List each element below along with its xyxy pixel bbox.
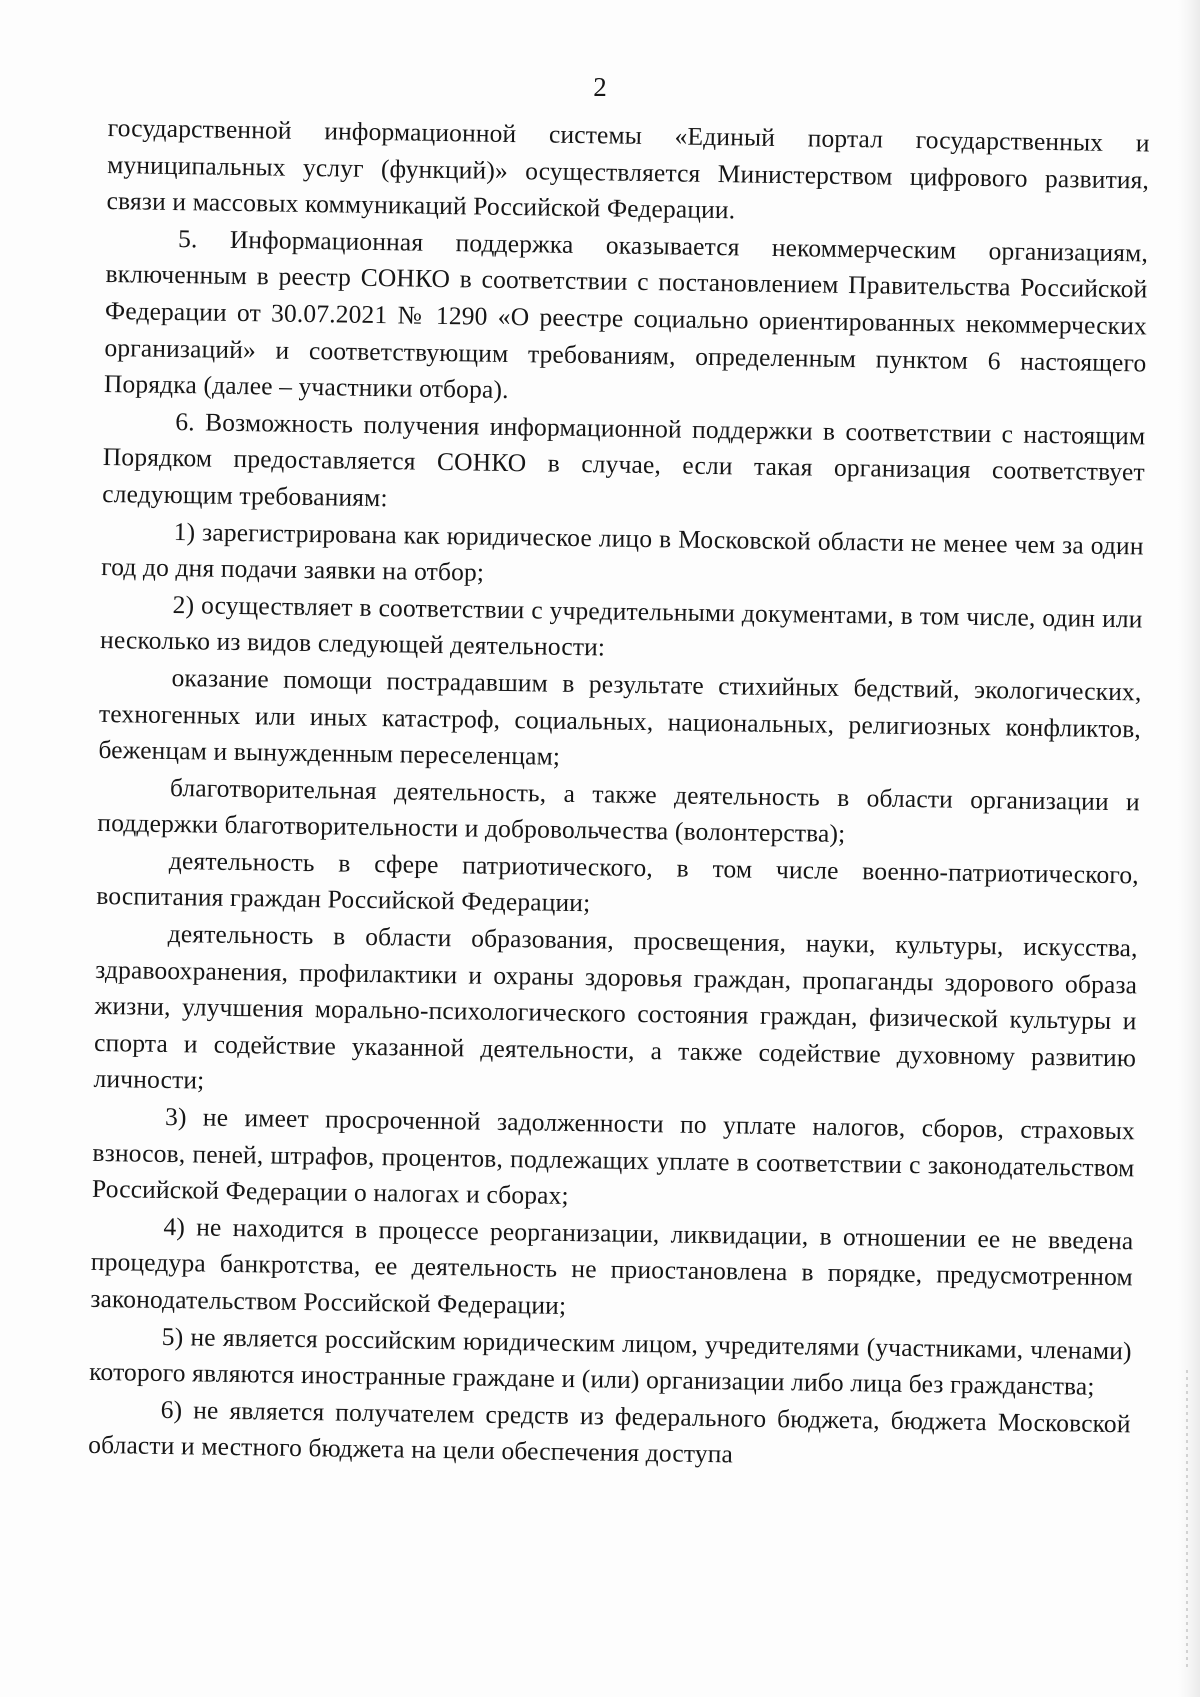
paragraph-item-5: 5. Информационная поддержка оказывается некоммерческим организациям, включенным в реестр СОНКО в соответствии с постановлением Правительства Российской Федерации от 30.07.2021 № 1290 «О реестре социально ориентированных некоммерческих организаций» и соответствующим требованиям, определенным пунктом 6 настоящего Порядка (далее – участники отбора). [103,223,1149,405]
paragraph-subitem-6: 6) не является получателем средств из федерального бюджета, бюджета Московской области и местного бюджета на цели обеспечения доступа [87,1394,1131,1469]
paragraph-subitem-4: 4) не находится в процессе реорганизации, ликвидации, в отношении ее не введена процедура банкротства, ее деятельность не приостановлена в порядке, предусмотренном законодательством Российской Федерации; [90,1211,1134,1320]
page-number: 2 [593,72,607,102]
scan-edge-artifact [1186,1370,1188,1670]
paragraph-subitem-1: 1) зарегистрирована как юридическое лицо в Московской области не менее чем за один год до дня подачи заявки на отбор; [101,516,1144,587]
paragraph-activity-patriotic: деятельность в сфере патриотического, в том числе военно-патриотического, воспитания граждан Российской Федерации; [96,845,1139,918]
paragraph-activity-education: деятельность в области образования, просвещения, науки, культуры, искусства, здравоохранения, профилактики и охраны здоровья граждан, пропаганды здорового образа жизни, улучшения морально-психологического состояния граждан, физической культуры и спорта и содействие указанной деятельности, а также содействие духовному развитию личности; [93,919,1138,1095]
document-body [88,110,1150,1479]
scan-edge-shadow [1178,0,1200,1697]
paragraph-activity-charity: благотворительная деятельность, а также деятельность в области организации и поддержки благотворительности и добровольчества (волонтерства); [97,772,1141,849]
paragraph-subitem-3: 3) не имеет просроченной задолженности по уплате налогов, сборов, страховых взносов, пеней, штрафов, процентов, подлежащих уплате в соответствии с законодательством Российской Федерации о налогах и сборах; [91,1101,1136,1211]
paragraph-continuation: государственной информационной системы «Единый портал государственных и муниципальных услуг (функций)» осуществляется Министерством цифрового развития, связи и массовых коммуникаций Российской Федерации. [106,112,1150,225]
paragraph-subitem-2: 2) осуществляет в соответствии с учредительными документами, в том числе, один или несколько из видов следующей деятельности: [99,589,1143,662]
paragraph-item-6: 6. Возможность получения информационной поддержки в соответствии с настоящим Порядком предоставляется СОНКО в случае, если такая организация соответствует следующим требованиям: [102,406,1146,513]
paragraph-activity-aid: оказание помощи пострадавшим в результате стихийных бедствий, экологических, техногенных или иных катастроф, социальных, национальных, религиозных конфликтов, беженцам и вынужденным переселенцам; [98,662,1142,771]
paragraph-subitem-5: 5) не является российским юридическим лицом, учредителями (участниками, членами) которого являются иностранные граждане и (или) организации либо лица без гражданства; [89,1321,1132,1401]
